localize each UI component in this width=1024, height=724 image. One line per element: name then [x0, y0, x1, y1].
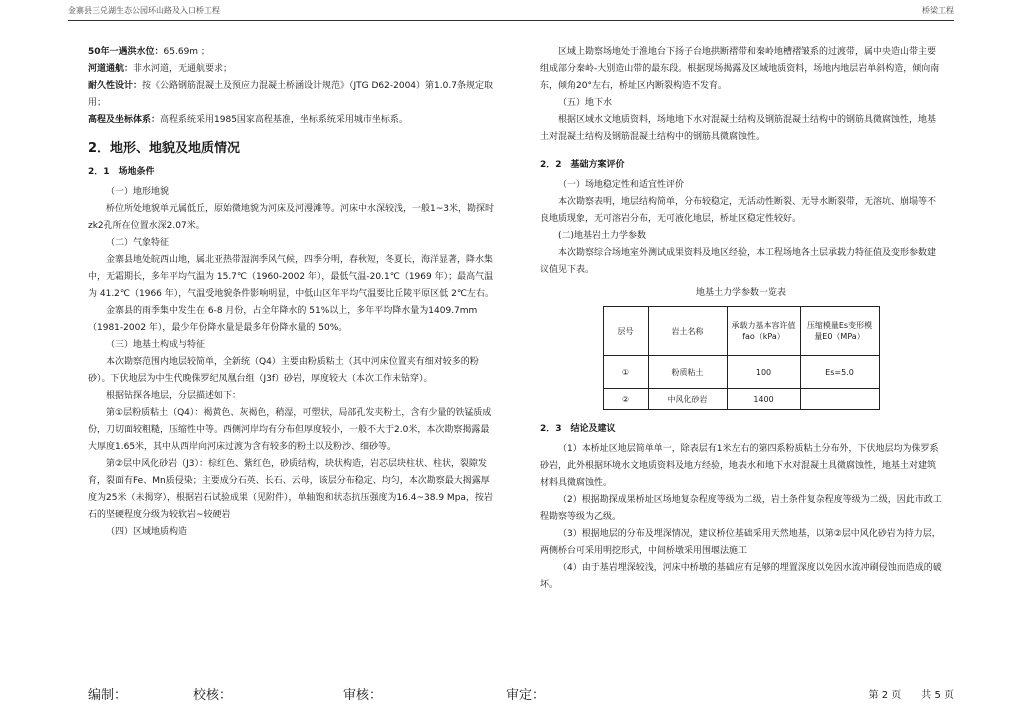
approve-label: 审定： [506, 688, 546, 703]
climate-text-1: 金寨县地处皖西山地，属北亚热带湿润季风气候，四季分明，春秋短，冬夏长，海洋显著，降水集中，无霜期长，多年平均气温为 15.7℃（1960-2002 年），最低气温-20.1℃（1969 年）；最高气温为 41.2℃（1966 年），气温受地貌条件影响明显，中低山区年平均气温要比丘陵平原区低 2℃左右。 [88, 255, 494, 299]
soil-text-1: 本次勘察范围内地层较简单，全新统（Q4）主要由粉质粘土（其中河床位置夹有细对较多的粉砂）。下伏地层为中生代晚侏罗纪凤凰台组（J3f）砂岩，厚度较大（本次工作未钻穿）。 [88, 357, 479, 384]
coordinate-para [88, 112, 498, 129]
soil-text-2: 根据钻探各地层，分层描述如下： [106, 391, 242, 401]
table-cell: 粉质粘土 [648, 356, 727, 389]
table-cell: 100 [727, 356, 800, 389]
right-column [540, 44, 942, 594]
compile-label: 编制： [88, 688, 128, 703]
table-header-cell: 压缩模量Es变形模量E0（MPa） [800, 307, 879, 356]
subsection-conclusions: 2．3 结论及建议 [540, 424, 616, 434]
climate-title: （二）气象特征 [106, 238, 170, 248]
durability-value: 按《公路钢筋混凝土及预应力混凝土桥涵设计规范》（JTG D62-2004）第1.0.7条规定取用； [88, 81, 493, 108]
parameters-text: 本次勘察综合场地室外测试成果资料及地区经验，本工程场地各土层承载力特征值及变形参数建议值见下表。 [540, 248, 937, 275]
table-cell: Es=5.0 [800, 356, 879, 389]
table-cell: ② [603, 389, 648, 410]
table-cell: 1400 [727, 389, 800, 410]
geology-text: 区域上勘察场地处于淮地台下扬子台地拱断褶带和秦岭地槽褶皱系的过渡带，属中央造山带主要组成部分秦岭-大别造山带的最东段。根据现场揭露及区域地质资料，场地内地层岩单斜构造，倾向南东，倾角20°左右，桥址区内断裂构造不发育。 [540, 47, 940, 91]
soil-layer-1: 第①层粉质粘土（Q4）：褐黄色、灰褐色，稍湿，可塑状，局部孔发夹粉土，含有少量的铁锰质成份，刀切面较粗糙，压缩性中等。西侧河岸均有分布但厚度较小，一般不大于2.0米，本次勘察揭露最大厚度1.65米，其中从西岸向河床过渡为含有较多的粉土以及粉沙、细砂等。 [88, 408, 492, 452]
groundwater-text: 根据区域水文地质资料，场地地下水对混凝土结构及钢筋混凝土结构中的钢筋具微腐蚀性，地基土对混凝土结构及钢筋混凝土结构中的钢筋具微腐蚀性。 [540, 115, 937, 142]
coordinate-label: 高程及坐标体系： [88, 115, 161, 125]
header-project-title: 金寨县三兑湖生态公园环山路及入口桥工程 [68, 6, 220, 15]
conclusion-1: （1）本桥址区地层简单单一，除表层有1米左右的第四系粉质粘土分布外，下伏地层均为侏罗系砂岩，此外根据环境水文地质资料及地方经验，地表水和地下水对混凝土具微腐蚀性，地基土对建筑材料具微腐蚀性。 [540, 444, 939, 488]
table-cell [800, 389, 879, 410]
conclusion-4: （4）由于基岩埋深较浅，河床中桥墩的基础应有足够的埋置深度以免因水流冲刷侵蚀而造成的破坏。 [540, 563, 942, 590]
subsection-foundation: 2．2 基础方案评价 [540, 160, 625, 170]
navigation-label: 河道通航： [88, 64, 134, 74]
durability-para [88, 78, 498, 112]
coordinate-value: 高程系统采用1985国家高程基准，坐标系统采用城市坐标系。 [160, 115, 408, 125]
groundwater-title: （五）地下水 [558, 98, 613, 108]
climate-text-2: 金寨县的雨季集中发生在 6-8 月份，占全年降水的 51%以上，多年平均降水量为1409.7mm（1981-2002 年），最少年份降水量是最多年份降水量的 50%。 [88, 306, 478, 333]
stability-title: （一）场地稳定性和适宜性评价 [558, 180, 685, 190]
check-label: 校核： [193, 688, 233, 703]
left-column [88, 44, 498, 541]
table-caption: 地基土力学参数一览表 [695, 288, 786, 298]
soil-layer-2: 第②层中风化砂岩（J3）：棕红色、紫红色，砂质结构，块状构造，岩芯层块柱状、柱状，裂隙发育，裂面有Fe、Mn质侵染；主要成分石英、长石、云母，该层分布稳定、均匀，本次勘察最大揭露厚度为25米（未揭穿），根据岩石试验成果（见附件），单轴饱和状态抗压强度为16.4~38.9 Mpa，按岩石的坚硬程度分级为较软岩~较硬岩 [88, 459, 493, 520]
flood-level-value: 65.69m ； [163, 47, 210, 57]
header-section-title: 桥梁工程 [922, 6, 954, 15]
geology-title: （四）区域地质构造 [106, 527, 188, 537]
table-header-cell: 承载力基本容许值fao（kPa） [727, 307, 800, 356]
terrain-text: 桥位所处地貌单元属低丘，原始微地貌为河床及河漫滩等。河床中水深较浅，一般1~3米，勘探时zk2孔所在位置水深2.07米。 [88, 204, 494, 231]
subsection-site-conditions: 2．1 场地条件 [88, 167, 155, 177]
review-label: 审核： [343, 688, 383, 703]
page-number: 第 2 页 共 5 页 [868, 690, 954, 701]
table-row [603, 356, 879, 389]
header-rule [68, 20, 954, 21]
section-heading: 2．地形、地貌及地质情况 [88, 141, 241, 156]
navigation-value: 非水河道，无通航要求； [133, 64, 233, 74]
parameters-title: (二)地基岩土力学参数 [558, 231, 647, 241]
table-row [603, 389, 879, 410]
soil-parameter-table [603, 306, 880, 410]
flood-level-label: 50年一遇洪水位： [88, 47, 164, 57]
stability-text: 本次勘察表明，地层结构简单，分布较稳定，无活动性断裂、无导水断裂带，无溶坑、崩塌等不良地质现象，无可溶岩分布，无可液化地层，桥址区稳定性较好。 [540, 197, 937, 224]
terrain-title: （一）地形地貌 [106, 187, 170, 197]
durability-label: 耐久性设计： [88, 81, 143, 91]
conclusion-3: （3）根据地层的分布及埋深情况，建议桥位基础采用天然地基，以第②层中风化砂岩为持力层，两侧桥台可采用明挖形式，中间桥墩采用围堰法施工 [540, 529, 941, 556]
soil-title: （三）地基土构成与特征 [106, 340, 206, 350]
table-header-cell: 层号 [603, 307, 648, 356]
table-cell: ① [603, 356, 648, 389]
navigation-para [88, 61, 498, 78]
flood-level-para [88, 44, 498, 61]
signature-footer [88, 684, 954, 704]
table-header-row [603, 307, 879, 356]
table-cell: 中风化砂岩 [648, 389, 727, 410]
conclusion-2: （2）根据勘探成果桥址区场地复杂程度等级为二级，岩土条件复杂程度等级为二级，因此市政工程勘察等级为乙级。 [540, 495, 942, 522]
table-header-cell: 岩土名称 [648, 307, 727, 356]
